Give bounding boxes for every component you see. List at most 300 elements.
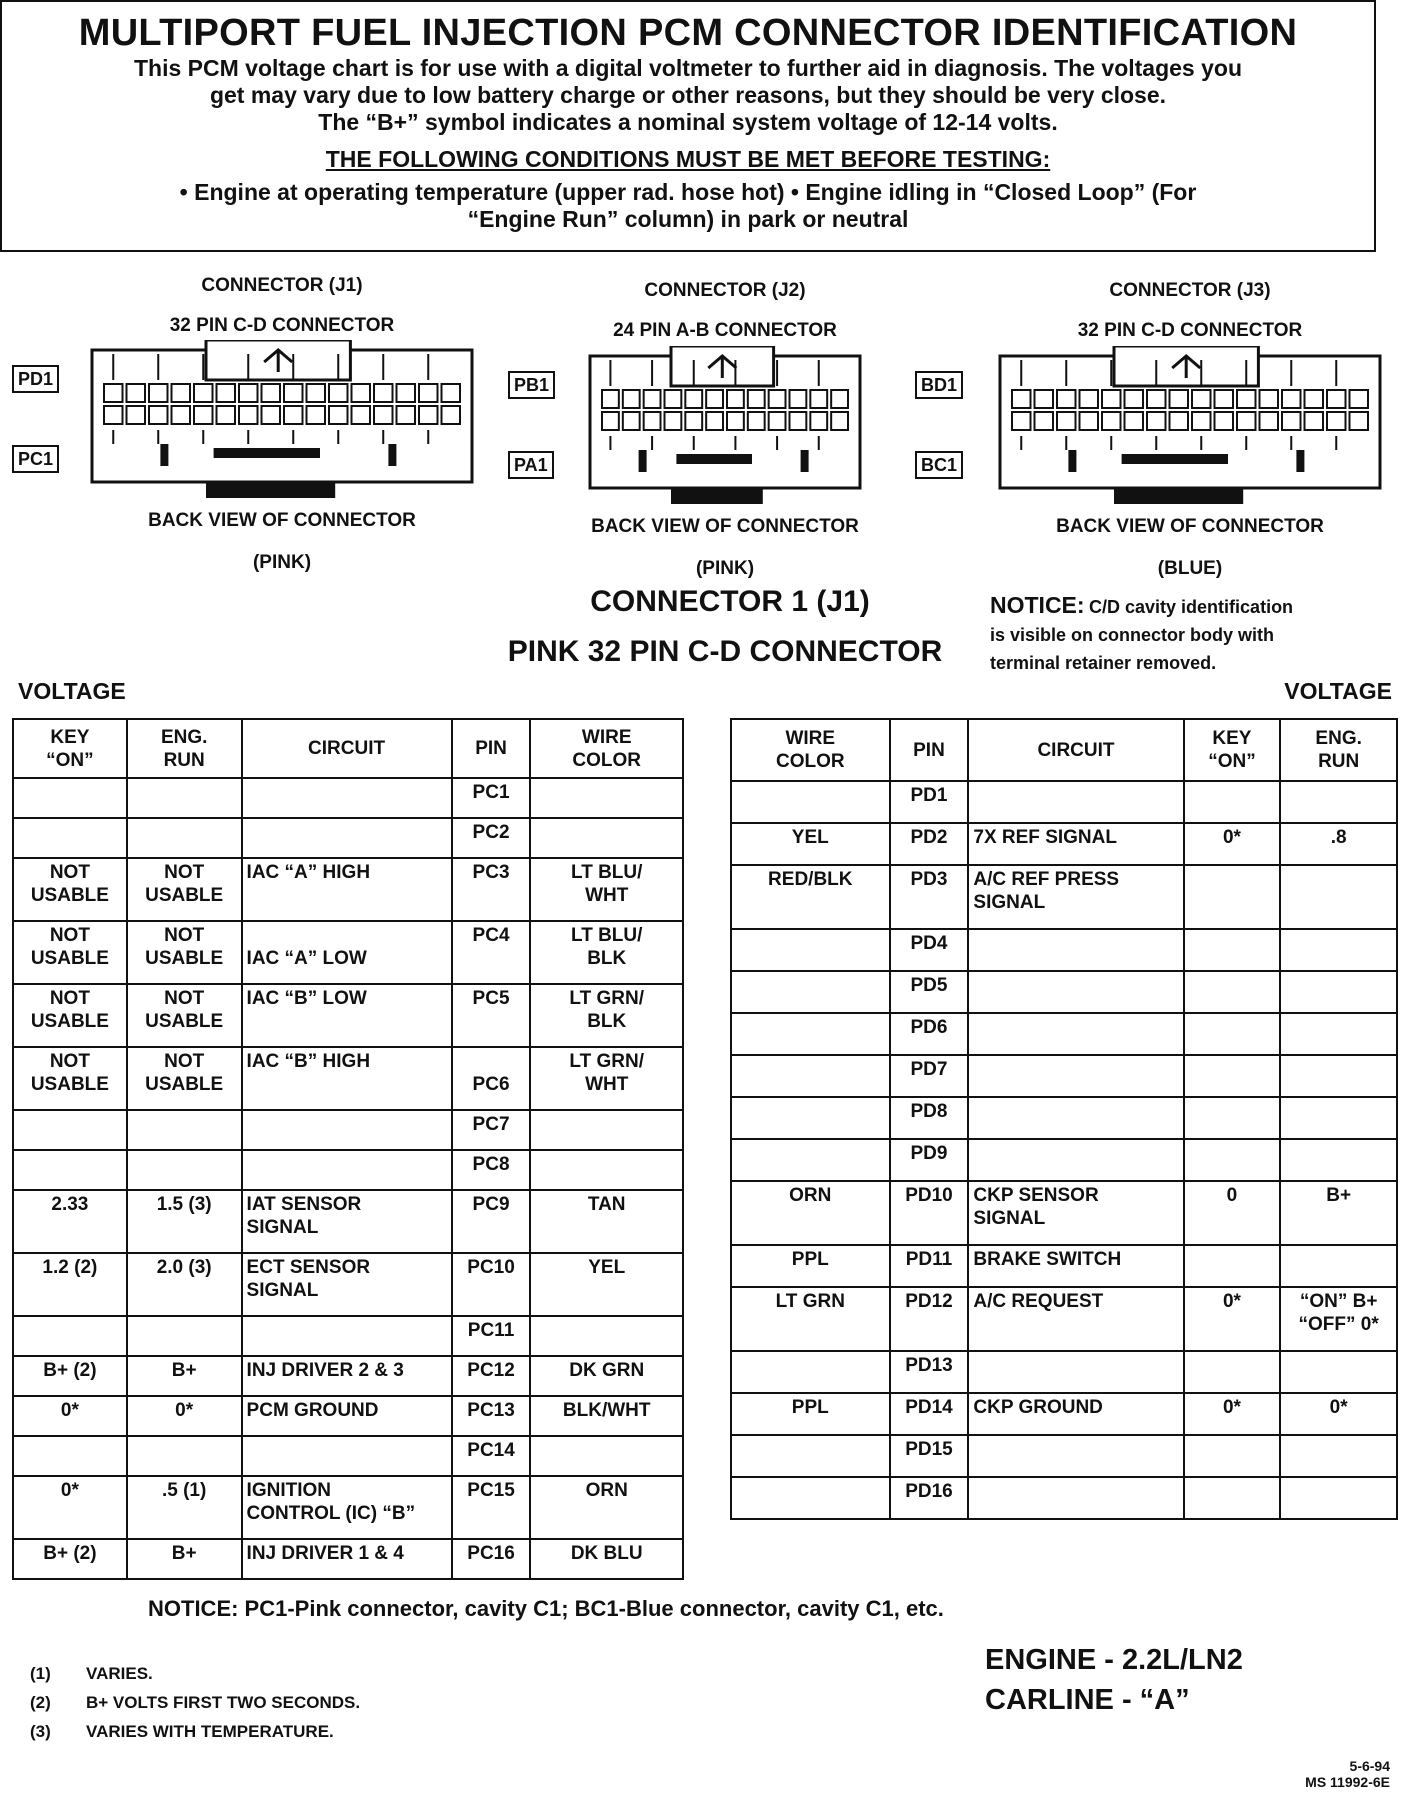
header-eng-run: ENG. RUN xyxy=(127,719,242,778)
pin-cavity xyxy=(727,390,744,408)
intro-line: The “B+” symbol indicates a nominal system voltage of 12-14 volts. xyxy=(318,109,1058,135)
cell-pin: PC11 xyxy=(452,1316,531,1356)
left-voltage-table xyxy=(12,718,684,1580)
cell-key-on: NOT USABLE xyxy=(13,984,127,1047)
table-row xyxy=(13,1110,683,1150)
table-row xyxy=(13,1150,683,1190)
pin-cavity xyxy=(307,384,326,402)
header-eng-run: ENG. RUN xyxy=(1280,719,1397,781)
cell-circuit xyxy=(968,1013,1183,1055)
pin-cavity xyxy=(727,412,744,430)
document-date: 5-6-94 xyxy=(1349,1758,1390,1774)
pin-cavity xyxy=(1350,412,1369,430)
pin-cavity xyxy=(1080,412,1099,430)
table-row xyxy=(731,1245,1397,1287)
cell-circuit xyxy=(968,781,1183,823)
pin-cavity xyxy=(748,390,765,408)
cell-pin: PC6 xyxy=(452,1047,531,1110)
cell-eng-run xyxy=(127,1316,242,1356)
cell-circuit xyxy=(968,1351,1183,1393)
table-row xyxy=(13,778,683,818)
cell-eng-run xyxy=(1280,1013,1397,1055)
cell-key-on: 0* xyxy=(1184,823,1281,865)
intro-line: get may vary due to low battery charge or other reasons, but they should be very close. xyxy=(209,82,1167,108)
cell-key-on xyxy=(13,1150,127,1190)
header-wire-color: WIRE COLOR xyxy=(530,719,683,778)
page-title: MULTIPORT FUEL INJECTION PCM CONNECTOR IDENTIFICATION xyxy=(78,12,1298,54)
cell-eng-run: NOT USABLE xyxy=(127,984,242,1047)
cell-eng-run: .8 xyxy=(1280,823,1397,865)
connector-type: 24 PIN A-B CONNECTOR xyxy=(613,320,837,341)
cell-pin: PD6 xyxy=(890,1013,969,1055)
cell-circuit: IAC “A” LOW xyxy=(242,921,452,984)
pin-cavity xyxy=(239,384,258,402)
cell-wire xyxy=(731,1097,890,1139)
cell-pin: PD11 xyxy=(890,1245,969,1287)
section-title: CONNECTOR 1 (J1) xyxy=(590,585,870,618)
table-row xyxy=(13,1396,683,1436)
pin-cavity xyxy=(602,390,619,408)
cell-pin: PD10 xyxy=(890,1181,969,1245)
cell-pin: PC7 xyxy=(452,1110,531,1150)
cell-pin: PD2 xyxy=(890,823,969,865)
pin-cavity xyxy=(397,384,416,402)
notice-block xyxy=(990,592,1400,678)
header-key-on: KEY “ON” xyxy=(1184,719,1281,781)
cell-pin: PC13 xyxy=(452,1396,531,1436)
pin-cavity xyxy=(239,406,258,424)
pin-cavity xyxy=(1192,390,1211,408)
connector-key xyxy=(1114,488,1243,504)
pin-cavity xyxy=(419,406,438,424)
cell-key-on: 0* xyxy=(1184,1393,1281,1435)
cell-key-on xyxy=(1184,781,1281,823)
connector-slot xyxy=(214,448,320,458)
cell-circuit xyxy=(242,1110,452,1150)
pin-cavity xyxy=(419,384,438,402)
pin-cavity xyxy=(665,390,682,408)
pin-cavity xyxy=(706,390,723,408)
table-row xyxy=(13,1539,683,1579)
cell-wire xyxy=(731,781,890,823)
cell-eng-run: 0* xyxy=(1280,1393,1397,1435)
pin-cavity xyxy=(127,406,146,424)
pin-cavity xyxy=(1012,412,1031,430)
pin-cavity xyxy=(1192,412,1211,430)
connector-color: (PINK) xyxy=(252,552,312,573)
table-row xyxy=(13,984,683,1047)
footnote: (3) VARIES WITH TEMPERATURE. xyxy=(30,1722,334,1741)
cell-pin: PD5 xyxy=(890,971,969,1013)
connector-tab xyxy=(639,450,647,472)
cell-key-on xyxy=(13,1110,127,1150)
pin-cavity xyxy=(397,406,416,424)
cell-circuit: IAC “A” HIGH xyxy=(242,858,452,921)
cell-pin: PC8 xyxy=(452,1150,531,1190)
cell-pin: PC1 xyxy=(452,778,531,818)
pin-cavity xyxy=(1125,412,1144,430)
cell-key-on xyxy=(1184,1245,1281,1287)
cell-pin: PD9 xyxy=(890,1139,969,1181)
pin-cavity xyxy=(1237,390,1256,408)
cell-pin: PC16 xyxy=(452,1539,531,1579)
cell-wire xyxy=(731,1477,890,1519)
pin-cavity xyxy=(810,412,827,430)
cell-pin: PD15 xyxy=(890,1435,969,1477)
pin-cavity xyxy=(104,406,123,424)
table-row xyxy=(731,1097,1397,1139)
pin-label-top: PB1 xyxy=(508,371,555,399)
table-row xyxy=(13,858,683,921)
pin-cavity xyxy=(1170,412,1189,430)
connector-key xyxy=(671,488,763,504)
table-row xyxy=(731,1139,1397,1181)
pin-cavity xyxy=(790,390,807,408)
pin-cavity xyxy=(1215,412,1234,430)
pin-cavity xyxy=(1282,412,1301,430)
cell-circuit xyxy=(968,1055,1183,1097)
cell-eng-run xyxy=(1280,971,1397,1013)
cell-circuit: INJ DRIVER 1 & 4 xyxy=(242,1539,452,1579)
cell-eng-run xyxy=(1280,1435,1397,1477)
cell-wire: PPL xyxy=(731,1245,890,1287)
connector-slot xyxy=(676,454,752,464)
cell-circuit xyxy=(968,1477,1183,1519)
pin-cavity xyxy=(149,406,168,424)
cell-key-on: NOT USABLE xyxy=(13,858,127,921)
pin-cavity xyxy=(790,412,807,430)
table-row xyxy=(731,1055,1397,1097)
cell-circuit xyxy=(242,1436,452,1476)
notice-text: C/D cavity identification xyxy=(1089,597,1294,617)
cell-eng-run: 2.0 (3) xyxy=(127,1253,242,1316)
cell-wire xyxy=(530,1110,683,1150)
cell-key-on: 0* xyxy=(1184,1287,1281,1351)
carline-label: CARLINE - “A” xyxy=(985,1684,1190,1716)
cell-circuit: ECT SENSOR SIGNAL xyxy=(242,1253,452,1316)
pin-cavity xyxy=(644,390,661,408)
cell-circuit: A/C REF PRESS SIGNAL xyxy=(968,865,1183,929)
pin-cavity xyxy=(769,412,786,430)
footnote: (1) VARIES. xyxy=(30,1664,153,1683)
cell-key-on xyxy=(1184,1351,1281,1393)
cell-wire xyxy=(731,1351,890,1393)
pin-cavity xyxy=(1170,390,1189,408)
cell-circuit: BRAKE SWITCH xyxy=(968,1245,1183,1287)
pin-cavity xyxy=(1327,412,1346,430)
cell-eng-run: B+ xyxy=(127,1539,242,1579)
pin-cavity xyxy=(352,384,371,402)
engine-label: ENGINE - 2.2L/LN2 xyxy=(985,1644,1243,1676)
table-row xyxy=(13,1253,683,1316)
cell-pin: PC3 xyxy=(452,858,531,921)
pin-cavity xyxy=(748,412,765,430)
pin-cavity xyxy=(623,390,640,408)
cell-eng-run: 0* xyxy=(127,1396,242,1436)
cell-eng-run: B+ xyxy=(1280,1181,1397,1245)
cell-pin: PD16 xyxy=(890,1477,969,1519)
connector-diagram xyxy=(72,340,492,520)
cell-pin: PD7 xyxy=(890,1055,969,1097)
pin-cavity xyxy=(217,406,236,424)
header-circuit: CIRCUIT xyxy=(968,719,1183,781)
cell-pin: PC10 xyxy=(452,1253,531,1316)
table-row xyxy=(731,1013,1397,1055)
cell-eng-run: .5 (1) xyxy=(127,1476,242,1539)
table-header-row xyxy=(731,719,1397,781)
footnote: (2) B+ VOLTS FIRST TWO SECONDS. xyxy=(30,1693,361,1712)
cell-key-on: 2.33 xyxy=(13,1190,127,1253)
right-voltage-table xyxy=(730,718,1398,1520)
pin-cavity xyxy=(1215,390,1234,408)
cell-eng-run xyxy=(127,1150,242,1190)
pin-cavity xyxy=(1260,390,1279,408)
cell-eng-run xyxy=(1280,929,1397,971)
cell-wire: YEL xyxy=(530,1253,683,1316)
header-box xyxy=(0,0,1376,252)
connector-key xyxy=(206,482,335,498)
cell-circuit: INJ DRIVER 2 & 3 xyxy=(242,1356,452,1396)
cell-pin: PD12 xyxy=(890,1287,969,1351)
cell-circuit xyxy=(968,929,1183,971)
cell-key-on xyxy=(1184,1435,1281,1477)
cell-key-on xyxy=(1184,1097,1281,1139)
connector-id: CONNECTOR (J3) xyxy=(1109,280,1271,301)
pin-cavity xyxy=(1035,390,1054,408)
conditions-title: THE FOLLOWING CONDITIONS MUST BE MET BEFORE TESTING: xyxy=(325,146,1051,172)
cell-pin: PC5 xyxy=(452,984,531,1047)
pin-cavity xyxy=(665,412,682,430)
cell-circuit: IAC “B” HIGH xyxy=(242,1047,452,1110)
pin-cavity xyxy=(1057,390,1076,408)
cell-wire: LT BLU/ WHT xyxy=(530,858,683,921)
connector-tab xyxy=(388,444,396,466)
cell-key-on: 0* xyxy=(13,1396,127,1436)
cell-pin: PC15 xyxy=(452,1476,531,1539)
connector-id: CONNECTOR (J2) xyxy=(644,280,806,301)
cell-pin: PD14 xyxy=(890,1393,969,1435)
cell-key-on: 0* xyxy=(13,1476,127,1539)
condition-line: “Engine Run” column) in park or neutral xyxy=(467,206,909,232)
pin-cavity xyxy=(374,384,393,402)
pin-cavity xyxy=(1102,412,1121,430)
header-wire-color: WIRE COLOR xyxy=(731,719,890,781)
table-row xyxy=(13,1476,683,1539)
cell-pin: PC9 xyxy=(452,1190,531,1253)
pin-cavity xyxy=(1237,412,1256,430)
cell-wire: LT BLU/ BLK xyxy=(530,921,683,984)
table-row xyxy=(731,1435,1397,1477)
cell-wire xyxy=(731,1435,890,1477)
cell-wire: DK GRN xyxy=(530,1356,683,1396)
cell-circuit: PCM GROUND xyxy=(242,1396,452,1436)
cell-circuit: 7X REF SIGNAL xyxy=(968,823,1183,865)
pin-cavity xyxy=(831,390,848,408)
pin-label-top: PD1 xyxy=(12,365,59,393)
cell-pin: PC2 xyxy=(452,818,531,858)
cell-wire xyxy=(530,1150,683,1190)
cell-wire: LT GRN xyxy=(731,1287,890,1351)
table-row xyxy=(13,1316,683,1356)
table-row xyxy=(731,865,1397,929)
cell-wire xyxy=(731,1055,890,1097)
connector-view: BACK VIEW OF CONNECTOR xyxy=(591,516,859,537)
cell-eng-run xyxy=(1280,1139,1397,1181)
cell-circuit xyxy=(968,1139,1183,1181)
condition-line: • Engine at operating temperature (upper rad. hose hot) • Engine idling in “Closed Loop” (For xyxy=(179,179,1197,205)
cell-circuit: IAC “B” LOW xyxy=(242,984,452,1047)
cell-eng-run xyxy=(127,1436,242,1476)
cell-key-on: 1.2 (2) xyxy=(13,1253,127,1316)
pin-cavity xyxy=(329,384,348,402)
cell-key-on xyxy=(1184,1013,1281,1055)
cell-circuit xyxy=(242,1150,452,1190)
cell-pin: PC4 xyxy=(452,921,531,984)
connector-tab xyxy=(801,450,809,472)
pin-cavity xyxy=(217,384,236,402)
table-row xyxy=(731,1181,1397,1245)
notice-text: is visible on connector body with xyxy=(990,625,1275,645)
cell-wire: RED/BLK xyxy=(731,865,890,929)
cell-eng-run: NOT USABLE xyxy=(127,921,242,984)
cell-key-on xyxy=(1184,971,1281,1013)
pin-cavity xyxy=(284,406,303,424)
cell-eng-run xyxy=(1280,865,1397,929)
cell-key-on xyxy=(1184,1139,1281,1181)
bottom-notice: NOTICE: PC1-Pink connector, cavity C1; BC1-Blue connector, cavity C1, etc. xyxy=(148,1596,944,1621)
cell-pin: PD8 xyxy=(890,1097,969,1139)
header-pin: PIN xyxy=(452,719,531,778)
pin-cavity xyxy=(307,406,326,424)
table-row xyxy=(731,823,1397,865)
pin-cavity xyxy=(284,384,303,402)
cell-eng-run xyxy=(1280,1477,1397,1519)
pin-cavity xyxy=(262,384,281,402)
table-row xyxy=(731,971,1397,1013)
cell-eng-run xyxy=(127,1110,242,1150)
connector-type: 32 PIN C-D CONNECTOR xyxy=(1077,320,1303,341)
cell-key-on: B+ (2) xyxy=(13,1356,127,1396)
footnotes xyxy=(30,1664,360,1742)
document-number: MS 11992-6E xyxy=(1305,1774,1390,1790)
cell-key-on: NOT USABLE xyxy=(13,921,127,984)
pin-cavity xyxy=(1260,412,1279,430)
voltage-label-right: VOLTAGE xyxy=(1284,678,1392,704)
pin-cavity xyxy=(623,412,640,430)
pin-cavity xyxy=(352,406,371,424)
pin-label-bottom: BC1 xyxy=(915,451,963,479)
cell-circuit xyxy=(968,971,1183,1013)
cell-key-on xyxy=(1184,929,1281,971)
cell-wire: BLK/WHT xyxy=(530,1396,683,1436)
connector-view: BACK VIEW OF CONNECTOR xyxy=(1056,516,1324,537)
pin-cavity xyxy=(1147,390,1166,408)
cell-key-on xyxy=(13,1316,127,1356)
pin-cavity xyxy=(262,406,281,424)
pin-cavity xyxy=(1035,412,1054,430)
cell-circuit: CKP GROUND xyxy=(968,1393,1183,1435)
header-circuit: CIRCUIT xyxy=(242,719,452,778)
cell-key-on xyxy=(1184,1055,1281,1097)
document-id xyxy=(1200,1758,1390,1790)
cell-eng-run: NOT USABLE xyxy=(127,858,242,921)
cell-pin: PC12 xyxy=(452,1356,531,1396)
cell-pin: PC14 xyxy=(452,1436,531,1476)
table-row xyxy=(731,1287,1397,1351)
cell-key-on xyxy=(13,1436,127,1476)
connector-tab xyxy=(1068,450,1076,472)
table-row xyxy=(13,818,683,858)
pin-cavity xyxy=(1282,390,1301,408)
cell-pin: PD13 xyxy=(890,1351,969,1393)
cell-wire: LT GRN/ WHT xyxy=(530,1047,683,1110)
cell-key-on: B+ (2) xyxy=(13,1539,127,1579)
cell-wire xyxy=(530,778,683,818)
pin-cavity xyxy=(706,412,723,430)
cell-circuit xyxy=(242,818,452,858)
pin-cavity xyxy=(810,390,827,408)
pin-cavity xyxy=(602,412,619,430)
cell-eng-run: 1.5 (3) xyxy=(127,1190,242,1253)
pin-cavity xyxy=(685,390,702,408)
cell-wire xyxy=(731,971,890,1013)
pin-cavity xyxy=(329,406,348,424)
connector-id: CONNECTOR (J1) xyxy=(201,275,363,296)
cell-wire: YEL xyxy=(731,823,890,865)
pin-cavity xyxy=(172,406,191,424)
header-key-on: KEY “ON” xyxy=(13,719,127,778)
cell-circuit xyxy=(968,1097,1183,1139)
pin-cavity xyxy=(104,384,123,402)
pin-cavity xyxy=(1012,390,1031,408)
pin-cavity xyxy=(1125,390,1144,408)
pin-cavity xyxy=(1147,412,1166,430)
cell-key-on xyxy=(13,778,127,818)
engine-block xyxy=(985,1640,1243,1720)
pin-cavity xyxy=(442,406,461,424)
voltage-label-left: VOLTAGE xyxy=(18,678,126,704)
connector-type: 32 PIN C-D CONNECTOR xyxy=(169,315,395,336)
cell-pin: PD4 xyxy=(890,929,969,971)
cell-key-on: NOT USABLE xyxy=(13,1047,127,1110)
section-subtitle: PINK 32 PIN C-D CONNECTOR xyxy=(507,635,943,668)
pin-cavity xyxy=(831,412,848,430)
cell-pin: PD1 xyxy=(890,781,969,823)
table-row xyxy=(13,1356,683,1396)
cell-eng-run: NOT USABLE xyxy=(127,1047,242,1110)
cell-wire: TAN xyxy=(530,1190,683,1253)
cell-pin: PD3 xyxy=(890,865,969,929)
connector-diagram xyxy=(980,346,1400,526)
cell-wire xyxy=(530,1316,683,1356)
pin-cavity xyxy=(644,412,661,430)
pin-cavity xyxy=(1057,412,1076,430)
notice-label: NOTICE: xyxy=(990,592,1085,618)
cell-wire: DK BLU xyxy=(530,1539,683,1579)
table-row xyxy=(13,1047,683,1110)
pin-cavity xyxy=(769,390,786,408)
cell-circuit xyxy=(242,1316,452,1356)
pin-label-bottom: PC1 xyxy=(12,445,59,473)
table-row xyxy=(731,1351,1397,1393)
pin-label-top: BD1 xyxy=(915,371,963,399)
table-row xyxy=(731,929,1397,971)
cell-key-on: 0 xyxy=(1184,1181,1281,1245)
notice-text: terminal retainer removed. xyxy=(990,653,1217,673)
pin-cavity xyxy=(1305,390,1324,408)
table-header-row xyxy=(13,719,683,778)
cell-circuit xyxy=(968,1435,1183,1477)
